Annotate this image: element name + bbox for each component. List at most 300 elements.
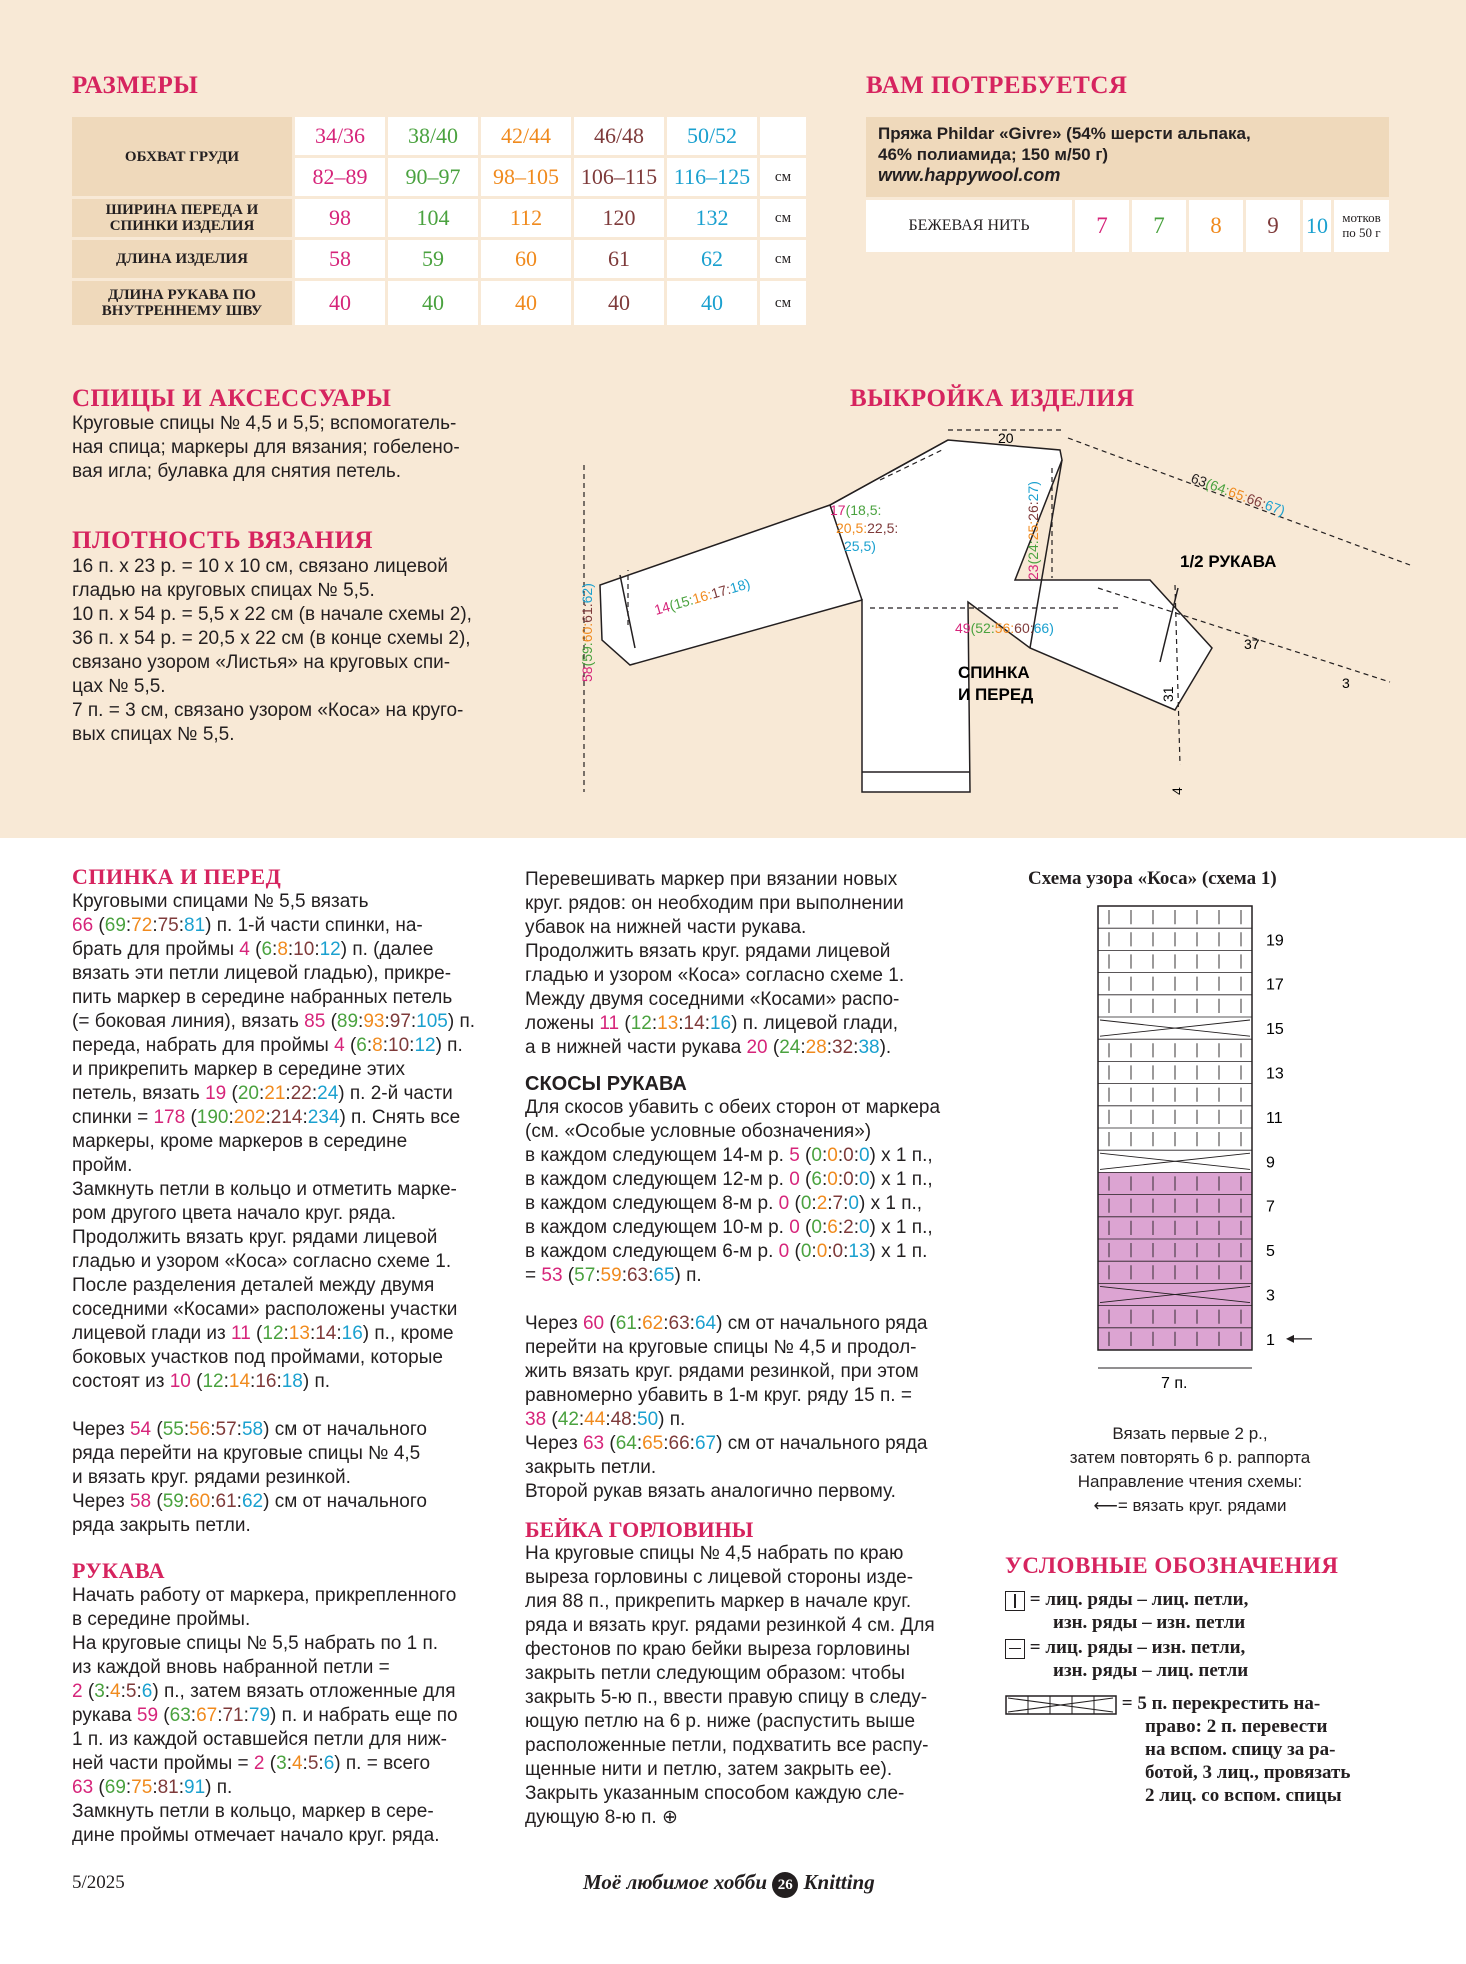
text-line: рукава 59 (63:67:71:79) п. и набрать еще по — [72, 1705, 458, 1726]
needles-text — [72, 412, 460, 484]
arrowhead-icon — [1286, 1335, 1294, 1343]
chart-row-number: 9 — [1266, 1154, 1275, 1172]
text-line: ряда перейти на круговые спицы № 4,5 — [72, 1443, 421, 1464]
v: (18,5: — [845, 502, 882, 518]
size-num: 67 — [196, 1705, 218, 1726]
gauge-title: ПЛОТНОСТЬ ВЯЗАНИЯ — [72, 527, 374, 554]
size-num: 72 — [131, 915, 153, 936]
size-num: 97 — [389, 1011, 411, 1032]
text-line: ром другого цвета начало круг. ряда. — [72, 1203, 397, 1224]
text-line: 16 п. x 23 р. = 10 x 10 см, связано лицевой — [72, 556, 448, 577]
size-num: 63 — [626, 1265, 649, 1286]
v: 27) — [1025, 481, 1041, 502]
braid-chart — [1090, 898, 1340, 1388]
size-num: 56 — [189, 1419, 211, 1440]
text-line: спинки = 178 (190:202:214:234) п. Снять все — [72, 1107, 461, 1128]
size-num: 93 — [363, 1011, 385, 1032]
size-num: 8 — [277, 939, 288, 960]
size-num: 7 — [832, 1193, 844, 1214]
sleeve-label: 1/2 РУКАВА — [1180, 552, 1277, 571]
body-label-2: И ПЕРЕД — [958, 685, 1034, 704]
size-header: 50/52 — [667, 117, 757, 155]
text-line: в каждом следующем 12-м р. 0 (6:0:0:0) x 1 п., — [525, 1169, 933, 1190]
size-value: 106–115 — [574, 158, 664, 196]
v: 49 — [955, 620, 971, 636]
dim-label-sleeve-under: 37 — [1244, 636, 1260, 652]
text-line: перейти на круговые спицы № 4,5 и продол- — [525, 1337, 917, 1358]
v: 17 — [830, 502, 846, 518]
legend-text: = 5 п. перекрестить на- — [1121, 1693, 1321, 1714]
yarn-unit — [1334, 200, 1389, 252]
size-num: 0 — [789, 1217, 800, 1238]
size-num: 14 — [315, 1323, 337, 1344]
legend-text: изн. ряды – изн. петли — [1053, 1612, 1246, 1633]
size-num: 22 — [290, 1083, 312, 1104]
v: 67) — [1262, 496, 1288, 519]
yarn-count: 8 — [1189, 200, 1243, 252]
v: 61: — [579, 603, 595, 623]
sizes-title: РАЗМЕРЫ — [72, 72, 199, 99]
size-num: 59 — [162, 1491, 184, 1512]
text-line: ней части проймы = 2 (3:4:5:6) п. = всего — [72, 1753, 431, 1774]
size-num: 214 — [270, 1107, 303, 1128]
text-line: гладью и узором «Коса» согласно схеме 1. — [525, 965, 905, 986]
text-line: На круговые спицы № 4,5 набрать по краю — [525, 1543, 904, 1564]
yarn-count: 10 — [1303, 200, 1331, 252]
size-value: 62 — [667, 240, 757, 278]
chart-row-number: 7 — [1266, 1198, 1275, 1216]
text-line: круг. рядов: он необходим при выполнении — [525, 893, 904, 914]
text-line: вязать эти петли лицевой гладью), прикре- — [72, 963, 452, 984]
text-line: фестонов по краю бейки выреза горловины — [525, 1639, 911, 1660]
chart-row-number: 19 — [1266, 932, 1284, 950]
text-line: Начать работу от маркера, прикрепленного — [72, 1585, 457, 1606]
size-num: 10 — [293, 939, 315, 960]
cable-cross-icon — [1005, 1695, 1117, 1715]
text-line: в каждом следующем 6-м р. 0 (0:0:0:13) x 1 п. — [525, 1241, 928, 1262]
size-num: 63 — [582, 1433, 605, 1454]
legend-item-purl — [1005, 1636, 1248, 1682]
size-num: 69 — [104, 1777, 126, 1798]
text-line: Замкнуть петли в кольцо и отметить марке- — [72, 1179, 457, 1200]
size-value: 112 — [481, 199, 571, 237]
text-line: ющую петлю на 6 р. ниже (распустить выше — [525, 1711, 916, 1732]
unit: см — [760, 281, 806, 325]
size-num: 20 — [237, 1083, 259, 1104]
size-num: 85 — [304, 1011, 326, 1032]
size-num: 2 — [843, 1217, 854, 1238]
size-value: 82–89 — [295, 158, 385, 196]
yarn-desc-1: Пряжа Phildar «Givre» (54% шерсти альпака, — [878, 124, 1251, 143]
size-num: 12 — [319, 939, 341, 960]
size-num: 12 — [262, 1323, 284, 1344]
dim-label-underarm: 31 — [1160, 686, 1176, 702]
size-num: 58 — [241, 1419, 264, 1440]
size-num: 6 — [811, 1169, 822, 1190]
size-num: 63 — [72, 1777, 94, 1798]
yarn-unit-2: по 50 г — [1342, 225, 1381, 240]
size-value: 132 — [667, 199, 757, 237]
size-num: 2 — [253, 1753, 265, 1774]
yarn-url: www.happywool.com — [878, 165, 1061, 185]
size-num: 8 — [372, 1035, 383, 1056]
row-label-sleeve: ДЛИНА РУКАВА ПО ВНУТРЕННЕМУ ШВУ — [72, 281, 292, 325]
size-num: 10 — [169, 1371, 191, 1392]
legend-item-knit — [1005, 1588, 1248, 1634]
sizes-table — [69, 114, 809, 328]
size-num: 55 — [162, 1419, 184, 1440]
text-line: вых спицах № 5,5. — [72, 724, 235, 745]
text-line: и вязать круг. рядами резинкой. — [72, 1467, 351, 1488]
size-num: 13 — [848, 1241, 870, 1262]
gauge-text — [72, 555, 472, 747]
size-num: 5 — [307, 1753, 319, 1774]
unit: см — [760, 240, 806, 278]
size-value: 40 — [481, 281, 571, 325]
size-num: 2 — [816, 1193, 828, 1214]
size-num: 53 — [541, 1265, 563, 1286]
text-line: брать для проймы 4 (6:8:10:12) п. (далее — [72, 939, 434, 960]
size-num: 71 — [222, 1705, 244, 1726]
text-line: пройм. — [72, 1155, 133, 1176]
yarn-unit-1: мотков — [1342, 210, 1381, 225]
size-num: 0 — [843, 1145, 854, 1166]
text-line: связано узором «Листья» на круговых спи- — [72, 652, 451, 673]
size-num: 4 — [291, 1753, 303, 1774]
legend-item-cable — [1005, 1692, 1350, 1807]
size-num: 0 — [811, 1217, 822, 1238]
sleeves-title: РУКАВА — [72, 1558, 166, 1583]
sweater-outline — [600, 440, 1212, 792]
v: 66) — [1033, 620, 1054, 636]
pattern-diagram — [560, 420, 1440, 810]
v: 23 — [1025, 564, 1041, 580]
size-num: 4 — [239, 939, 250, 960]
magazine-subtitle: Knitting — [803, 1870, 875, 1894]
size-num: 42 — [557, 1409, 579, 1430]
yarn-count-row — [866, 200, 1389, 252]
note-line: Вязать первые 2 р., — [1112, 1424, 1268, 1443]
size-num: 57 — [215, 1419, 237, 1440]
size-num: 6 — [261, 939, 273, 960]
v: 25,5) — [844, 538, 876, 554]
size-num: 64 — [694, 1313, 717, 1334]
v: 62) — [579, 583, 595, 604]
size-num: 16 — [341, 1323, 363, 1344]
legend-text: = лиц. ряды – изн. петли, — [1029, 1637, 1246, 1658]
size-value: 90–97 — [388, 158, 478, 196]
size-num: 0 — [778, 1241, 790, 1262]
yarn-count: 7 — [1132, 200, 1186, 252]
text-line: петель, вязать 19 (20:21:22:24) п. 2-й части — [72, 1083, 453, 1104]
size-num: 24 — [779, 1037, 801, 1058]
size-num: 32 — [832, 1037, 854, 1058]
legend-text: изн. ряды – лиц. петли — [1053, 1660, 1249, 1681]
v: (15: — [667, 591, 695, 614]
chart-row-number: 3 — [1266, 1287, 1275, 1305]
dim-label-rib: 4 — [1169, 787, 1185, 795]
v: 25: — [1025, 520, 1041, 541]
size-num: 3 — [276, 1753, 287, 1774]
yarn-color-label: БЕЖЕВАЯ НИТЬ — [866, 200, 1072, 252]
note-line: затем повторять 6 р. раппорта — [1069, 1448, 1311, 1467]
size-num: 0 — [789, 1169, 800, 1190]
size-num: 81 — [184, 915, 206, 936]
text-line: Через 58 (59:60:61:62) см от начального — [72, 1491, 427, 1512]
text-line: ряда и вязать круг. рядами резинкой 4 см. Для — [525, 1615, 935, 1636]
size-num: 0 — [811, 1145, 822, 1166]
size-num: 38 — [525, 1409, 547, 1430]
dim-label-neck: 20 — [998, 430, 1014, 446]
size-num: 66 — [72, 915, 94, 936]
size-num: 54 — [129, 1419, 152, 1440]
yarn-box — [866, 117, 1389, 197]
text-line: в середине проймы. — [72, 1609, 251, 1630]
text-line: Замкнуть петли в кольцо, маркер в сере- — [72, 1801, 434, 1822]
size-header: 42/44 — [481, 117, 571, 155]
size-value: 116–125 — [667, 158, 757, 196]
text-line: дине проймы отмечает начало круг. ряда. — [72, 1825, 440, 1846]
page-number: 26 — [772, 1872, 798, 1898]
issue-number: 5/2025 — [72, 1872, 125, 1893]
size-num: 178 — [153, 1107, 186, 1128]
size-value: 59 — [388, 240, 478, 278]
text-line: в каждом следующем 10-м р. 0 (0:6:2:0) x 1 п., — [525, 1217, 933, 1238]
text-line: закрыть 5-ю п., ввести правую спицу в следу- — [525, 1687, 928, 1708]
materials-title: ВАМ ПОТРЕБУЕТСЯ — [866, 72, 1128, 99]
size-num: 0 — [800, 1193, 812, 1214]
size-num: 13 — [288, 1323, 310, 1344]
text-line: убавок на нижней части рукава. — [525, 917, 807, 938]
size-num: 57 — [574, 1265, 596, 1286]
text-line: пить маркер в середине набранных петель — [72, 987, 453, 1008]
legend-text: право: 2 п. перевести — [1145, 1716, 1328, 1737]
chart-width-label: 7 п. — [1161, 1375, 1188, 1388]
size-num: 60 — [582, 1313, 605, 1334]
text-line: лицевой глади из 11 (12:13:14:16) п., кроме — [72, 1323, 454, 1344]
text-line: а в нижней части рукава 20 (24:28:32:38). — [525, 1037, 892, 1058]
v: 56: — [994, 620, 1015, 636]
size-num: 12 — [202, 1371, 224, 1392]
unit-blank — [760, 117, 806, 155]
text-line: 63 (69:75:81:91) п. — [72, 1777, 233, 1798]
size-num: 4 — [334, 1035, 345, 1056]
v: 65: — [1226, 483, 1251, 506]
size-num: 14 — [683, 1013, 705, 1034]
size-num: 13 — [657, 1013, 679, 1034]
v: 26: — [1025, 501, 1041, 521]
size-num: 5 — [789, 1145, 800, 1166]
size-num: 79 — [248, 1705, 271, 1726]
legend-title: УСЛОВНЫЕ ОБОЗНАЧЕНИЯ — [1005, 1553, 1339, 1578]
yarn-desc-2: 46% полиамида; 150 м/50 г) — [878, 145, 1109, 164]
size-num: 28 — [805, 1037, 827, 1058]
size-header: 34/36 — [295, 117, 385, 155]
text-line: и прикрепить маркер в середине этих — [72, 1059, 406, 1080]
v: 60: — [579, 622, 595, 643]
text-line: Закрыть указанным способом каждую сле- — [525, 1783, 905, 1804]
size-num: 0 — [827, 1145, 838, 1166]
text-line: (= боковая линия), вязать 85 (89:93:97:105) п. — [72, 1011, 476, 1032]
text-line: 36 п. x 54 р. = 20,5 x 22 см (в конце схемы 2), — [72, 628, 471, 649]
text-line: расположенные петли, подхватить все распу- — [525, 1735, 929, 1756]
purl-stitch-icon — [1005, 1639, 1025, 1659]
chart-row-number: 1 — [1266, 1331, 1275, 1349]
size-num: 63 — [668, 1313, 690, 1334]
chart-row-number: 15 — [1266, 1021, 1284, 1039]
pattern-title: ВЫКРОЙКА ИЗДЕЛИЯ — [850, 385, 1135, 412]
dim-label-length — [579, 583, 595, 682]
size-num: 14 — [228, 1371, 251, 1392]
size-value: 40 — [574, 281, 664, 325]
v: 18) — [728, 575, 752, 597]
v: 58 — [579, 666, 595, 682]
note-arrow-text: = вязать круг. рядами — [1117, 1496, 1287, 1515]
chart-row-number: 13 — [1266, 1065, 1284, 1083]
size-num: 105 — [416, 1011, 448, 1032]
text-line: жить вязать круг. рядами резинкой, при этом — [525, 1361, 919, 1382]
text-line: Продолжить вязать круг. рядами лицевой — [525, 941, 891, 962]
size-value: 60 — [481, 240, 571, 278]
text-line: Для скосов убавить с обеих сторон от маркера — [525, 1097, 941, 1118]
chart-notes — [1040, 1422, 1340, 1518]
unit: см — [760, 199, 806, 237]
size-num: 69 — [104, 915, 126, 936]
size-num: 63 — [169, 1705, 191, 1726]
yarn-count: 7 — [1075, 200, 1129, 252]
size-num: 6 — [141, 1681, 153, 1702]
legend-text: на вспом. спицу за ра- — [1145, 1739, 1336, 1760]
size-num: 62 — [642, 1313, 664, 1334]
text-line: Через 60 (61:62:63:64) см от начального ряда — [525, 1313, 928, 1334]
legend-text: ботой, 3 лиц., провязать — [1145, 1762, 1351, 1783]
size-num: 12 — [414, 1035, 436, 1056]
v: (52: — [970, 620, 995, 636]
v: 20,5: — [836, 520, 868, 536]
size-num: 48 — [610, 1409, 632, 1430]
text-line: 7 п. = 3 см, связано узором «Коса» на круго- — [72, 700, 464, 721]
size-num: 58 — [129, 1491, 152, 1512]
text-line: 1 п. из каждой оставшейся петли для ниж- — [72, 1729, 447, 1750]
needles-title: СПИЦЫ И АКСЕССУАРЫ — [72, 385, 392, 412]
text-line: маркеры, кроме маркеров в середине — [72, 1131, 408, 1152]
text-line: вая игла; булавка для снятия петель. — [72, 461, 402, 482]
size-num: 59 — [136, 1705, 159, 1726]
note-arrow-line — [1040, 1494, 1340, 1518]
text-line: Через 63 (64:65:66:67) см от начального ряда — [525, 1433, 928, 1454]
size-num: 16 — [709, 1013, 732, 1034]
v: 17: — [709, 580, 733, 602]
text-line: 66 (69:72:75:81) п. 1-й части спинки, на- — [72, 915, 423, 936]
row-label-width: ШИРИНА ПЕРЕДА И СПИНКИ ИЗДЕЛИЯ — [72, 199, 292, 237]
size-num: 24 — [317, 1083, 339, 1104]
size-num: 0 — [858, 1145, 870, 1166]
dim-label-cuff-depth: 3 — [1342, 675, 1350, 691]
v: 63 — [1188, 469, 1210, 491]
text-line: гладью на круговых спицах № 5,5. — [72, 580, 375, 601]
text-line: выреза горловины с лицевой стороны изде- — [525, 1567, 914, 1588]
size-value: 98–105 — [481, 158, 571, 196]
size-value: 61 — [574, 240, 664, 278]
text-line: цах № 5,5. — [72, 676, 166, 697]
size-num: 0 — [848, 1193, 859, 1214]
magazine-title: Моё любимое хобби — [583, 1870, 768, 1894]
size-num: 38 — [858, 1037, 880, 1058]
size-num: 234 — [307, 1107, 340, 1128]
text-line: соседними «Косами» расположены участки — [72, 1299, 458, 1320]
size-num: 18 — [281, 1371, 303, 1392]
text-line: боковых участков под проймами, которые — [72, 1347, 443, 1368]
size-num: 89 — [336, 1011, 359, 1032]
size-value: 104 — [388, 199, 478, 237]
size-header: 46/48 — [574, 117, 664, 155]
size-num: 0 — [858, 1217, 870, 1238]
dim-label-sleeve — [1189, 470, 1287, 519]
size-num: 4 — [110, 1681, 121, 1702]
text-line: состоят из 10 (12:14:16:18) п. — [72, 1371, 331, 1392]
text-line: Второй рукав вязать аналогично первому. — [525, 1481, 896, 1502]
size-num: 190 — [196, 1107, 229, 1128]
text-line: щенные нити и петлю, затем закрыть ее). — [525, 1759, 893, 1780]
size-num: 0 — [827, 1169, 838, 1190]
size-num: 81 — [157, 1777, 179, 1798]
size-num: 44 — [584, 1409, 606, 1430]
size-header: 38/40 — [388, 117, 478, 155]
text-line: 2 (3:4:5:6) п., затем вязать отложенные для — [72, 1681, 456, 1702]
v: 60: — [1014, 620, 1034, 636]
text-line: Круговые спицы № 4,5 и 5,5; вспомогатель- — [72, 413, 457, 434]
dim-label-body — [955, 620, 1054, 636]
magazine-name — [583, 1870, 875, 1898]
size-num: 66 — [668, 1433, 690, 1454]
text-line: в каждом следующем 8-м р. 0 (0:2:7:0) x 1 п., — [525, 1193, 923, 1214]
chart-row-number: 17 — [1266, 976, 1284, 994]
unit: см — [760, 158, 806, 196]
size-num: 6 — [356, 1035, 367, 1056]
sleeves-text — [72, 1584, 512, 1848]
size-num: 3 — [94, 1681, 105, 1702]
size-num: 5 — [125, 1681, 137, 1702]
size-num: 6 — [827, 1217, 838, 1238]
text-line: На круговые спицы № 5,5 набрать по 1 п. — [72, 1633, 439, 1654]
v: (24: — [1025, 540, 1041, 565]
size-value: 40 — [667, 281, 757, 325]
shaping-title: СКОСЫ РУКАВА — [525, 1073, 687, 1095]
size-num: 60 — [189, 1491, 211, 1512]
size-num: 0 — [832, 1241, 844, 1262]
text-line: равномерно убавить в 1-м круг. ряду 15 п. = — [525, 1385, 912, 1406]
text-line: Перевешивать маркер при вязании новых — [525, 869, 898, 890]
end-mark-icon: ⊕ — [661, 1807, 678, 1828]
size-num: 59 — [600, 1265, 622, 1286]
text-line: Продолжить вязать круг. рядами лицевой — [72, 1227, 438, 1248]
size-value: 98 — [295, 199, 385, 237]
size-num: 62 — [241, 1491, 264, 1512]
size-num: 61 — [215, 1491, 237, 1512]
row-label-chest: ОБХВАТ ГРУДИ — [72, 117, 292, 196]
text-line: в каждом следующем 14-м р. 5 (0:0:0:0) x 1 п., — [525, 1145, 933, 1166]
note-line: Направление чтения схемы: — [1077, 1472, 1303, 1491]
size-num: 202 — [233, 1107, 266, 1128]
text-line: лия 88 п., прикрепить маркер в начале круг. — [525, 1591, 912, 1612]
size-num: 75 — [157, 915, 179, 936]
chart-row-number: 5 — [1266, 1243, 1275, 1261]
v: (59: — [579, 642, 595, 667]
size-num: 61 — [615, 1313, 637, 1334]
v: 14 — [652, 598, 672, 618]
v: 22,5: — [867, 520, 899, 536]
v: 66: — [1244, 490, 1269, 512]
